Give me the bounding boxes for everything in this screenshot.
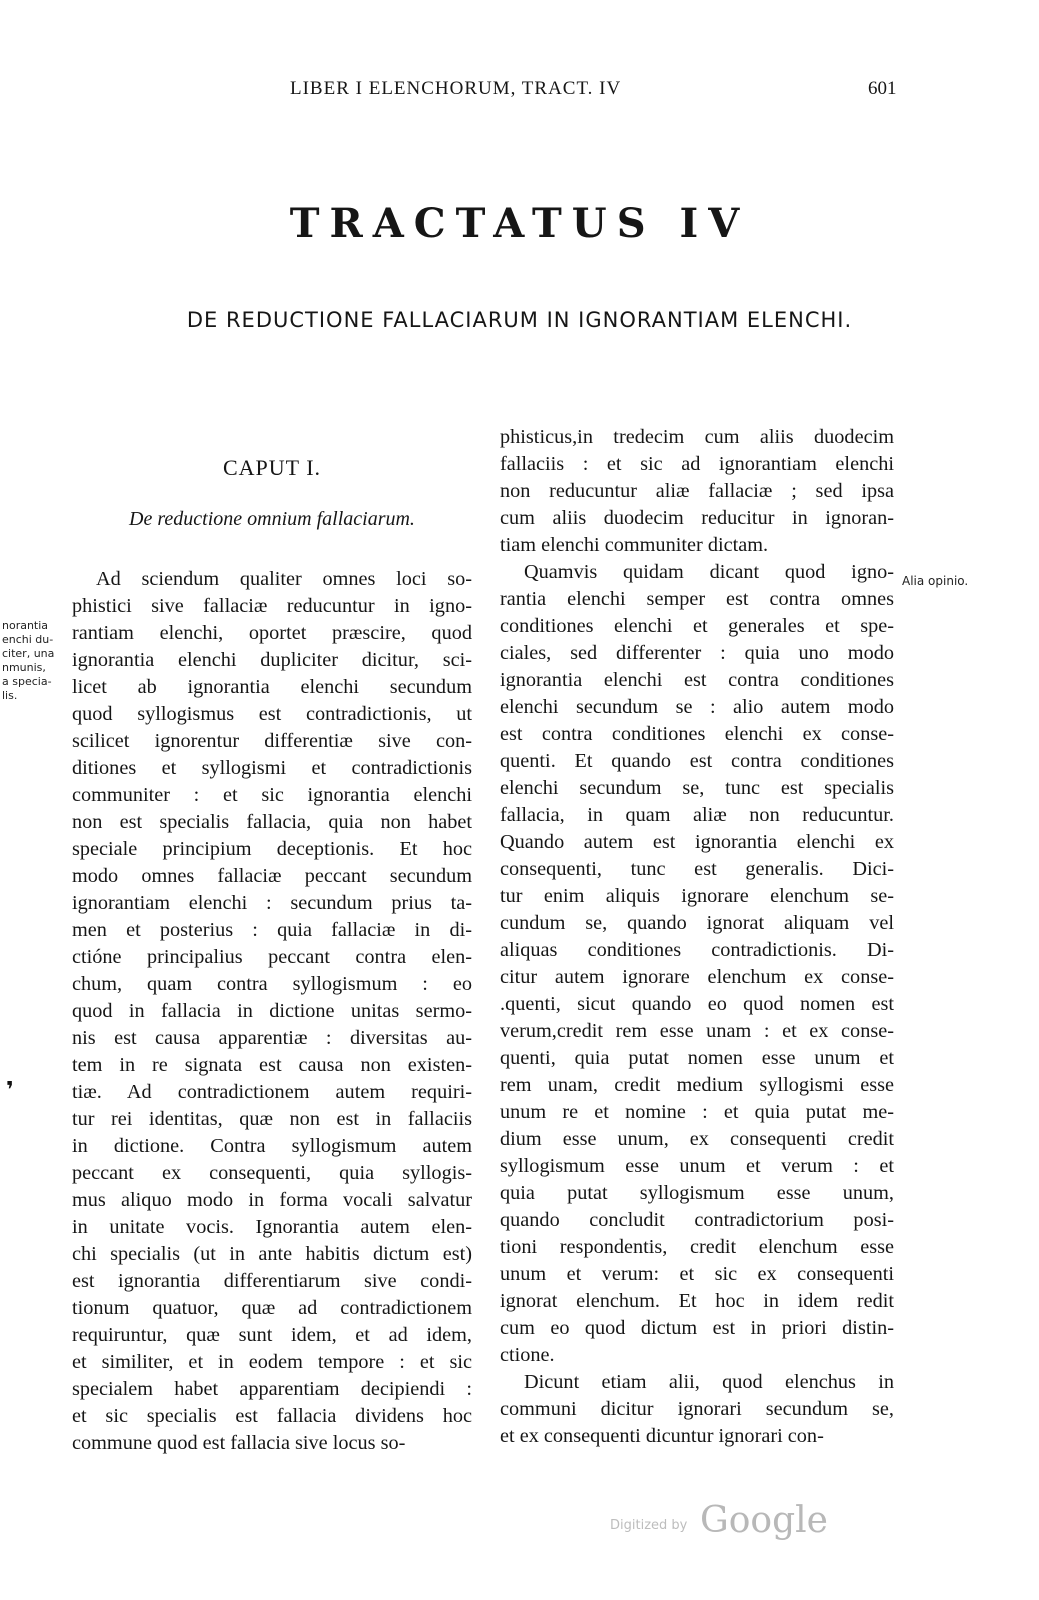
text-line: quenti, quia putat nomen esse unum et xyxy=(500,1047,894,1069)
text-line: quando concludit contradictorium posi- xyxy=(500,1209,894,1231)
text-line: cum eo quod dictum est in priori distin- xyxy=(500,1317,894,1339)
text-line: dium esse unum, ex consequenti credit xyxy=(500,1128,894,1150)
text-line: tioni respondentis, credit elenchum esse xyxy=(500,1236,894,1258)
running-title: LIBER I ELENCHORUM, TRACT. IV xyxy=(290,78,622,99)
margin-note-line: a specia- xyxy=(2,675,52,688)
text-line: in dictione. Contra syllogismum autem xyxy=(72,1135,472,1157)
text-line: fallacia, in quam aliæ non reducuntur. xyxy=(500,804,894,826)
text-line: non reducuntur aliæ fallaciæ ; sed ipsa xyxy=(500,480,894,502)
text-line: phisticus,in tredecim cum aliis duodecim xyxy=(500,426,894,448)
text-line: et sic specialis est fallacia dividens hoc xyxy=(72,1405,472,1427)
text-line: verum,credit rem esse unam : et ex conse- xyxy=(500,1020,894,1042)
text-line: consequenti, tunc est generalis. Dici- xyxy=(500,858,894,880)
text-line: cum aliis duodecim reducitur in ignoran- xyxy=(500,507,894,529)
margin-note-line: lis. xyxy=(2,689,18,702)
text-line: elenchi secundum se, tunc est specialis xyxy=(500,777,894,799)
text-line: scilicet ignorentur differentiæ sive con- xyxy=(72,730,472,752)
text-line: tur enim aliquis ignorare elenchum se- xyxy=(500,885,894,907)
text-line: requiruntur, quæ sunt idem, et ad idem, xyxy=(72,1324,472,1346)
text-line: in unitate vocis. Ignorantia autem elen- xyxy=(72,1216,472,1238)
text-line: nis est causa apparentiæ : diversitas au- xyxy=(72,1027,472,1049)
text-line: men et posterius : quia fallaciæ in di- xyxy=(72,919,472,941)
chapter-subheading: De reductione omnium fallaciarum. xyxy=(129,508,415,530)
margin-note-line: nmunis, xyxy=(2,661,46,674)
text-line: ignorantiam elenchi : secundum prius ta- xyxy=(72,892,472,914)
text-line: Dicunt etiam alii, quod elenchus in xyxy=(524,1371,894,1393)
text-line: licet ab ignorantia elenchi secundum xyxy=(72,676,472,698)
text-line: quod syllogismus est contradictionis, ut xyxy=(72,703,472,725)
text-line: ciales, sed differenter : quia uno modo xyxy=(500,642,894,664)
text-line: et similiter, et in eodem tempore : et sic xyxy=(72,1351,472,1373)
text-line: mus aliquo modo in forma vocali salvatur xyxy=(72,1189,472,1211)
watermark-prefix: Digitized by xyxy=(610,1518,688,1533)
text-line: tiam elenchi communiter dictam. xyxy=(500,534,769,556)
text-line: chum, quam contra syllogismum : eo xyxy=(72,973,472,995)
text-line: rantia elenchi semper est contra omnes xyxy=(500,588,894,610)
text-line: unum re et nomine : et quia putat me- xyxy=(500,1101,894,1123)
text-line: ctione. xyxy=(500,1344,555,1366)
page-number: 601 xyxy=(868,78,897,99)
text-line: rem unam, credit medium syllogismi esse xyxy=(500,1074,894,1096)
text-line: syllogismum esse unum et verum : et xyxy=(500,1155,894,1177)
text-line: quenti. Et quando est contra conditiones xyxy=(500,750,894,772)
treatise-title: TRACTATUS IV xyxy=(289,200,750,247)
digitization-watermark xyxy=(610,1500,850,1544)
text-line: Ad sciendum qualiter omnes loci so- xyxy=(96,568,472,590)
left-text-column xyxy=(72,566,472,1457)
text-line: tem in re signata est causa non existen- xyxy=(72,1054,472,1076)
text-line: commune quod est fallacia sive locus so- xyxy=(72,1432,406,1454)
margin-note-line: citer, una xyxy=(2,647,55,660)
text-line: elenchi secundum se : alio autem modo xyxy=(500,696,894,718)
text-line: ignorantia elenchi est contra conditiones xyxy=(500,669,894,691)
text-line: aliquas conditiones contradictionis. Di- xyxy=(500,939,894,961)
text-line: ignorantia elenchi dupliciter dicitur, sci- xyxy=(72,649,472,671)
text-line: conditiones elenchi et generales et spe- xyxy=(500,615,894,637)
text-line: quia putat syllogismum esse unum, xyxy=(500,1182,894,1204)
text-line: rantiam elenchi, oportet præscire, quod xyxy=(72,622,472,644)
left-margin-note xyxy=(2,619,68,703)
text-line: citur autem ignorare elenchum ex conse- xyxy=(500,966,894,988)
text-line: fallaciis : et sic ad ignorantiam elenchi xyxy=(500,453,894,475)
text-line: ditiones et syllogismi et contradictionis xyxy=(72,757,472,779)
text-line: Quando autem est ignorantia elenchi ex xyxy=(500,831,894,853)
watermark-logo: Google xyxy=(700,1500,828,1541)
text-line: quod in fallacia in dictione unitas sermo- xyxy=(72,1000,472,1022)
text-line: .quenti, sicut quando eo quod nomen est xyxy=(500,993,894,1015)
text-line: est contra conditiones elenchi ex conse- xyxy=(500,723,894,745)
text-line: Quamvis quidam dicant quod igno- xyxy=(524,561,894,583)
text-line: tiæ. Ad contradictionem autem requiri- xyxy=(72,1081,472,1103)
running-header xyxy=(0,70,1039,110)
text-line: modo omnes fallaciæ peccant secundum xyxy=(72,865,472,887)
text-line: et ex consequenti dicuntur ignorari con- xyxy=(500,1425,824,1447)
text-line: est ignorantia differentiarum sive condi- xyxy=(72,1270,472,1292)
right-text-column xyxy=(500,424,894,1450)
text-line: specialem habet apparentiam decipiendi : xyxy=(72,1378,472,1400)
right-margin-note: Alia opinio. xyxy=(902,574,969,588)
text-line: peccant ex consequenti, quia syllogis- xyxy=(72,1162,472,1184)
text-line: tur rei identitas, quæ non est in fallaciis xyxy=(72,1108,472,1130)
treatise-subtitle: DE REDUCTIONE FALLACIARUM IN IGNORANTIAM ELENCHI. xyxy=(186,308,853,332)
stray-ink-mark: ❜ xyxy=(6,1078,14,1103)
text-line: chi specialis (ut in ante habitis dictum est) xyxy=(72,1243,472,1265)
text-line: tionum quatuor, quæ ad contradictionem xyxy=(72,1297,472,1319)
text-line: speciale principium deceptionis. Et hoc xyxy=(72,838,472,860)
text-line: non est specialis fallacia, quia non habet xyxy=(72,811,472,833)
text-line: ignorat elenchum. Et hoc in idem redit xyxy=(500,1290,894,1312)
text-line: communiter : et sic ignorantia elenchi xyxy=(72,784,472,806)
text-line: phistici sive fallaciæ reducuntur in igno- xyxy=(72,595,472,617)
text-line: communi dicitur ignorari secundum se, xyxy=(500,1398,894,1420)
chapter-heading: CAPUT I. xyxy=(222,455,322,480)
margin-note-line: norantia xyxy=(2,619,49,632)
text-line: cundum se, quando ignorat aliquam vel xyxy=(500,912,894,934)
text-line: ctióne principalius peccant contra elen- xyxy=(72,946,472,968)
text-line: unum et verum: et sic ex consequenti xyxy=(500,1263,894,1285)
margin-note-line: enchi du- xyxy=(2,633,54,646)
